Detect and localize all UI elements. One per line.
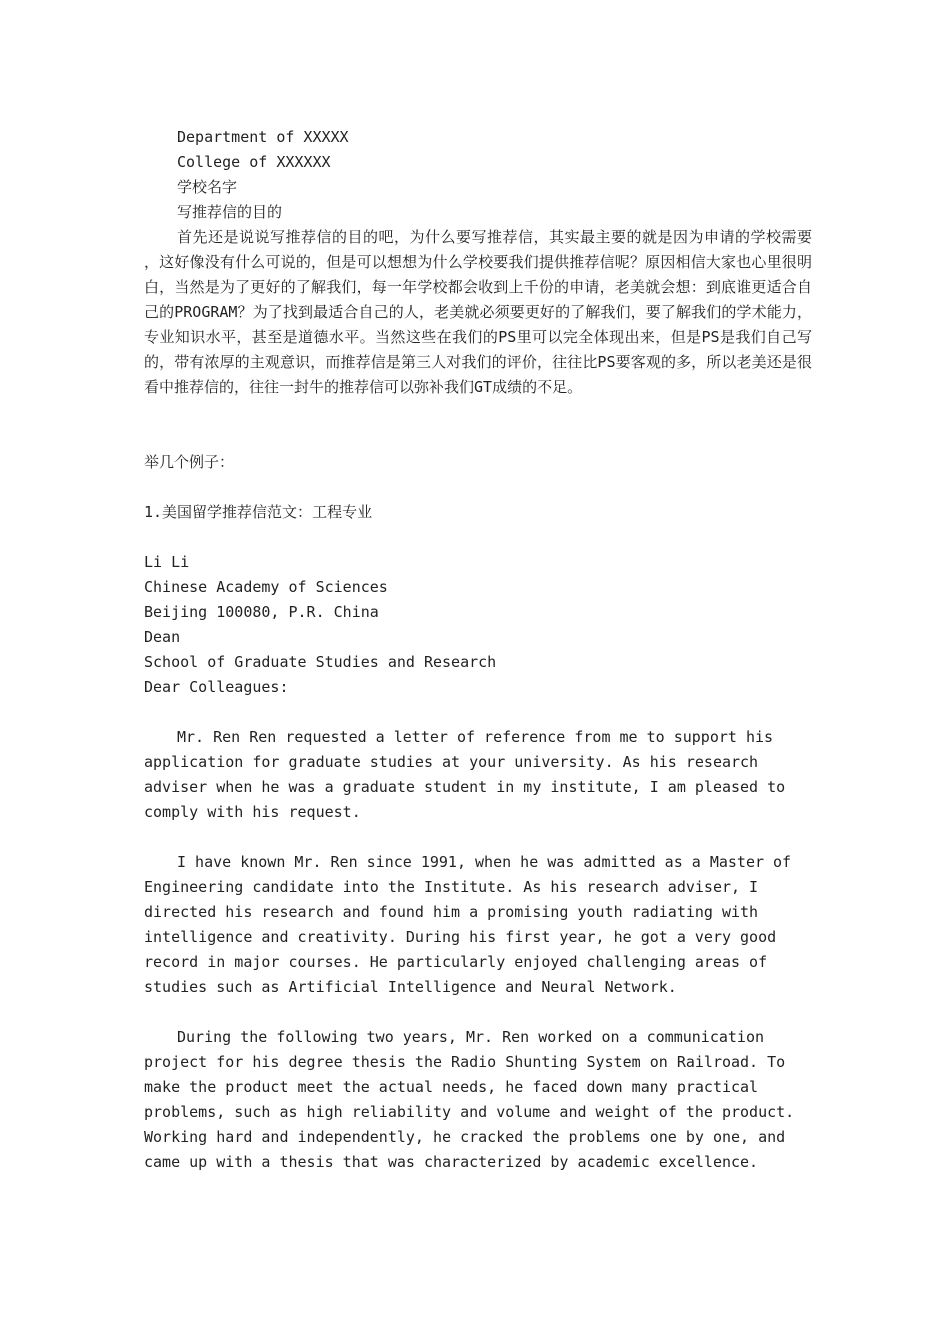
department-line: Department of XXXXX: [177, 128, 349, 146]
spacer: [144, 1000, 812, 1025]
examples-heading: 举几个例子：: [144, 453, 235, 471]
school-name-line: 学校名字: [177, 178, 238, 196]
recipient-title: Dean: [144, 628, 181, 646]
example-title: 1.美国留学推荐信范文：工程专业: [144, 503, 373, 521]
spacer: [144, 475, 812, 500]
letter-paragraph: I have known Mr. Ren since 1991, when he was admitted as a Master of Engineering candidate into the Institute. As his research adviser, I directed his research and found him a promising youth radiating with intelligence and creativity. During his first year, he got a very good record in major courses. He particularly enjoyed challenging areas of studies such as Artificial Intelligence and Neural Network.: [144, 853, 801, 996]
intro-paragraph: 首先还是说说写推荐信的目的吧，为什么要写推荐信，其实最主要的就是因为申请的学校需要 ，这好像没有什么可说的，但是可以想想为什么学校要我们提供推荐信呢？原因相信大家也心里很明白，当然是为了更好的了解我们，每一年学校都会收到上千份的申请，老美就会想：到底谁更适合自己的PROGRAM？为了找到最适合自己的人，老美就必须要更好的了解我们，要了解我们的学术能力，专业知识水平，甚至是道德水平。当然这些在我们的PS里可以完全体现出来，但是PS是我们自己写的，带有浓厚的主观意识，而推荐信是第三人对我们的评价，往往比PS要客观的多，所以老美还是很看中推荐信的，往往一封牛的推荐信可以弥补我们GT成绩的不足。: [144, 228, 822, 396]
letter-paragraph: Mr. Ren Ren requested a letter of reference from me to support his application for graduate studies at your university. As his research adviser when he was a graduate student in my institute, I am pleased to comply with his request.: [144, 728, 795, 821]
spacer: [144, 525, 812, 550]
sender-address: Beijing 100080, P.R. China: [144, 603, 379, 621]
recipient-org: School of Graduate Studies and Research: [144, 653, 497, 671]
document-page: [144, 125, 822, 1175]
purpose-heading: 写推荐信的目的: [177, 203, 283, 221]
spacer: [144, 400, 812, 450]
sender-name: Li Li: [144, 553, 190, 571]
sender-org: Chinese Academy of Sciences: [144, 578, 388, 596]
salutation: Dear Colleagues:: [144, 678, 289, 696]
spacer: [144, 700, 812, 725]
spacer: [144, 825, 812, 850]
college-line: College of XXXXXX: [177, 153, 331, 171]
letter-paragraph: During the following two years, Mr. Ren worked on a communication project for his degree thesis the Radio Shunting System on Railroad. To make the product meet the actual needs, he faced down many practical problems, such as high reliability and volume and weight of the product. Working hard and independently, he cracked the problems one by one, and came up with a thesis that was characterized by academic excellence.: [144, 1028, 804, 1171]
